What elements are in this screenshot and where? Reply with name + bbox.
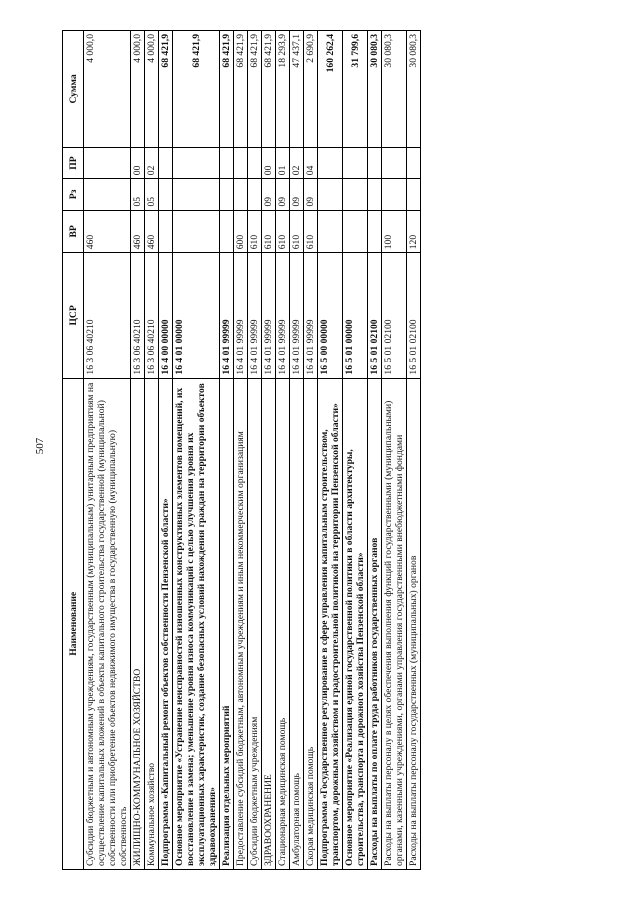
cell-sum: 47 437,1 (290, 31, 304, 148)
cell-vr (159, 210, 173, 253)
cell-rz (407, 179, 421, 210)
cell-sum: 68 421,9 (262, 31, 276, 148)
cell-pr (159, 147, 173, 178)
cell-csr: 16 4 01 99999 (276, 253, 290, 378)
cell-vr: 120 (407, 210, 421, 253)
cell-vr: 100 (382, 210, 407, 253)
cell-vr: 610 (262, 210, 276, 253)
table-row (84, 31, 131, 870)
cell-csr: 16 4 01 99999 (304, 253, 318, 378)
cell-csr: 16 5 01 02100 (407, 253, 421, 378)
cell-csr: 16 3 06 40210 (145, 253, 159, 378)
header-name: Наименование (63, 378, 84, 869)
cell-csr: 16 5 01 02100 (382, 253, 407, 378)
cell-pr (318, 147, 343, 178)
cell-name: Коммунальное хозяйство (145, 378, 159, 869)
cell-pr: 02 (290, 147, 304, 178)
cell-pr: 00 (131, 147, 145, 178)
table-row (159, 31, 173, 870)
cell-pr (407, 147, 421, 178)
table-row (343, 31, 368, 870)
cell-name: Основное мероприятие «Устранение неисправностей изношенных конструктивных элементов помещений, их восстановление и замена; уменьшение уровня износа коммуникаций с целью улучшения уровня их эксплуатационных характеристик, создание безопасных условий нахождения граждан на территории объектов здравоохранения» (173, 378, 220, 869)
cell-pr: 00 (262, 147, 276, 178)
table-row (131, 31, 145, 870)
cell-name: Субсидии бюджетным и автономным учреждениям, государственным (муниципальным) унитарным предприятиям на осуществление капитальных вложений в объекты капитального строительства государственной (муниципальной) собственности или приобретение объектов недвижимого имущества в государственную (муниципальную) собственность (84, 378, 131, 869)
cell-sum: 31 799,6 (343, 31, 368, 148)
cell-name: ЖИЛИЩНО-КОММУНАЛЬНОЕ ХОЗЯЙСТВО (131, 378, 145, 869)
cell-sum: 18 293,9 (276, 31, 290, 148)
cell-sum: 68 421,9 (173, 31, 220, 148)
cell-vr: 460 (145, 210, 159, 253)
cell-vr (173, 210, 220, 253)
cell-rz (368, 179, 382, 210)
cell-sum: 30 080,3 (368, 31, 382, 148)
header-sum: Сумма (63, 31, 84, 148)
table-row (382, 31, 407, 870)
table-row (276, 31, 290, 870)
cell-rz: 09 (290, 179, 304, 210)
page-number: 507 (34, 437, 46, 455)
cell-rz: 09 (262, 179, 276, 210)
cell-sum: 68 421,9 (248, 31, 262, 148)
cell-vr: 460 (84, 210, 131, 253)
cell-vr: 610 (248, 210, 262, 253)
table-row (145, 31, 159, 870)
cell-name: Подпрограмма «Капитальный ремонт объектов собственности Пензенской области» (159, 378, 173, 869)
cell-csr: 16 4 01 99999 (262, 253, 276, 378)
cell-pr: 04 (304, 147, 318, 178)
cell-sum: 68 421,9 (234, 31, 248, 148)
table-row (368, 31, 382, 870)
cell-vr (343, 210, 368, 253)
cell-rz (159, 179, 173, 210)
cell-name: Расходы на выплаты персоналу в целях обеспечения выполнения функций государственными (муниципальными) органами, казенными учреждениями, органами управления государственными внебюджетными фондами (382, 378, 407, 869)
cell-name: Подпрограмма «Государственное регулирование в сфере управления капитальным строительством, транспортом, дорожным хозяйством и градостроительной политикой на территории Пензенской области» (318, 378, 343, 869)
cell-vr (368, 210, 382, 253)
cell-sum: 4 000,0 (131, 31, 145, 148)
cell-name: ЗДРАВООХРАНЕНИЕ (262, 378, 276, 869)
cell-name: Субсидии бюджетным учреждениям (248, 378, 262, 869)
cell-rz (234, 179, 248, 210)
table-row (407, 31, 421, 870)
cell-rz (173, 179, 220, 210)
cell-pr: 02 (145, 147, 159, 178)
cell-pr (248, 147, 262, 178)
cell-csr: 16 4 01 99999 (290, 253, 304, 378)
cell-csr: 16 4 00 00000 (159, 253, 173, 378)
cell-csr: 16 5 01 02100 (368, 253, 382, 378)
header-pr: ПР (63, 147, 84, 178)
cell-name: Стационарная медицинская помощь (276, 378, 290, 869)
table-row (290, 31, 304, 870)
budget-table (62, 30, 421, 870)
header-csr: ЦСР (63, 253, 84, 378)
cell-rz: 09 (276, 179, 290, 210)
cell-pr: 01 (276, 147, 290, 178)
cell-rz: 05 (145, 179, 159, 210)
cell-rz (318, 179, 343, 210)
cell-rz (84, 179, 131, 210)
cell-name: Предоставление субсидий бюджетным, автономным учреждениям и иным некоммерческим организациям (234, 378, 248, 869)
header-vr: ВР (63, 210, 84, 253)
table-header-row (63, 31, 84, 870)
cell-rz (382, 179, 407, 210)
table-row (262, 31, 276, 870)
table-row (318, 31, 343, 870)
cell-name: Расходы на выплаты персоналу государственных (муниципальных) органов (407, 378, 421, 869)
cell-rz (248, 179, 262, 210)
cell-csr: 16 3 06 40210 (84, 253, 131, 378)
cell-pr (173, 147, 220, 178)
cell-rz (220, 179, 234, 210)
cell-csr: 16 4 01 00000 (173, 253, 220, 378)
rotated-page (62, 30, 585, 870)
cell-csr: 16 3 06 40210 (131, 253, 145, 378)
cell-pr (220, 147, 234, 178)
cell-csr: 16 4 01 99999 (220, 253, 234, 378)
cell-name: Основное мероприятие «Реализация единой государственной политики в области архитектуры, строительства, транспорта и дорожного хозяйства Пензенской области» (343, 378, 368, 869)
cell-vr: 460 (131, 210, 145, 253)
cell-name: Амбулаторная помощь (290, 378, 304, 869)
cell-rz: 09 (304, 179, 318, 210)
cell-pr (84, 147, 131, 178)
cell-pr (382, 147, 407, 178)
cell-csr: 16 4 01 99999 (234, 253, 248, 378)
cell-vr (220, 210, 234, 253)
cell-vr: 610 (276, 210, 290, 253)
cell-vr (318, 210, 343, 253)
table-row (234, 31, 248, 870)
cell-pr (234, 147, 248, 178)
table-row (173, 31, 220, 870)
cell-sum: 4 000,0 (145, 31, 159, 148)
cell-sum: 2 690,9 (304, 31, 318, 148)
cell-csr: 16 5 01 00000 (343, 253, 368, 378)
cell-rz: 05 (131, 179, 145, 210)
cell-name: Реализация отдельных мероприятий (220, 378, 234, 869)
cell-csr: 16 5 00 00000 (318, 253, 343, 378)
cell-pr (368, 147, 382, 178)
table-body (84, 31, 421, 870)
table-row (220, 31, 234, 870)
cell-csr: 16 4 01 99999 (248, 253, 262, 378)
cell-name: Расходы на выплаты по оплате труда работников государственных органов (368, 378, 382, 869)
table-row (304, 31, 318, 870)
cell-sum: 4 000,0 (84, 31, 131, 148)
cell-vr: 600 (234, 210, 248, 253)
cell-vr: 610 (290, 210, 304, 253)
cell-sum: 30 080,3 (382, 31, 407, 148)
header-rz: Рз (63, 179, 84, 210)
cell-sum: 68 421,9 (220, 31, 234, 148)
cell-vr: 610 (304, 210, 318, 253)
cell-pr (343, 147, 368, 178)
cell-sum: 68 421,9 (159, 31, 173, 148)
table-row (248, 31, 262, 870)
cell-sum: 160 262,4 (318, 31, 343, 148)
cell-rz (343, 179, 368, 210)
cell-sum: 30 080,3 (407, 31, 421, 148)
cell-name: Скорая медицинская помощь (304, 378, 318, 869)
